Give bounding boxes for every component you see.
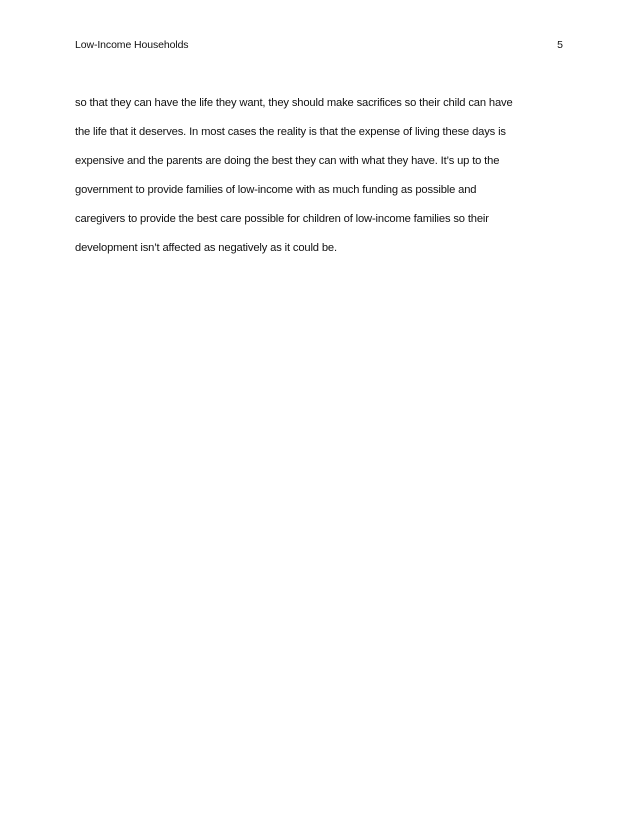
text-line: so that they can have the life they want, they should make sacrifices so their child can have (75, 97, 513, 109)
text-line: government to provide families of low-income with as much funding as possible and (75, 184, 477, 196)
running-head: Low-Income Households (75, 39, 189, 51)
page-number: 5 (557, 39, 563, 51)
text-line: expensive and the parents are doing the best they can with what they have. It’s up to the (75, 155, 500, 167)
page-header (75, 36, 563, 54)
text-line: caregivers to provide the best care possible for children of low-income families so their (75, 213, 489, 225)
text-line: development isn’t affected as negatively as it could be. (75, 242, 337, 254)
body-paragraph (75, 89, 567, 263)
text-line: the life that it deserves. In most cases the reality is that the expense of living these days is (75, 126, 506, 138)
